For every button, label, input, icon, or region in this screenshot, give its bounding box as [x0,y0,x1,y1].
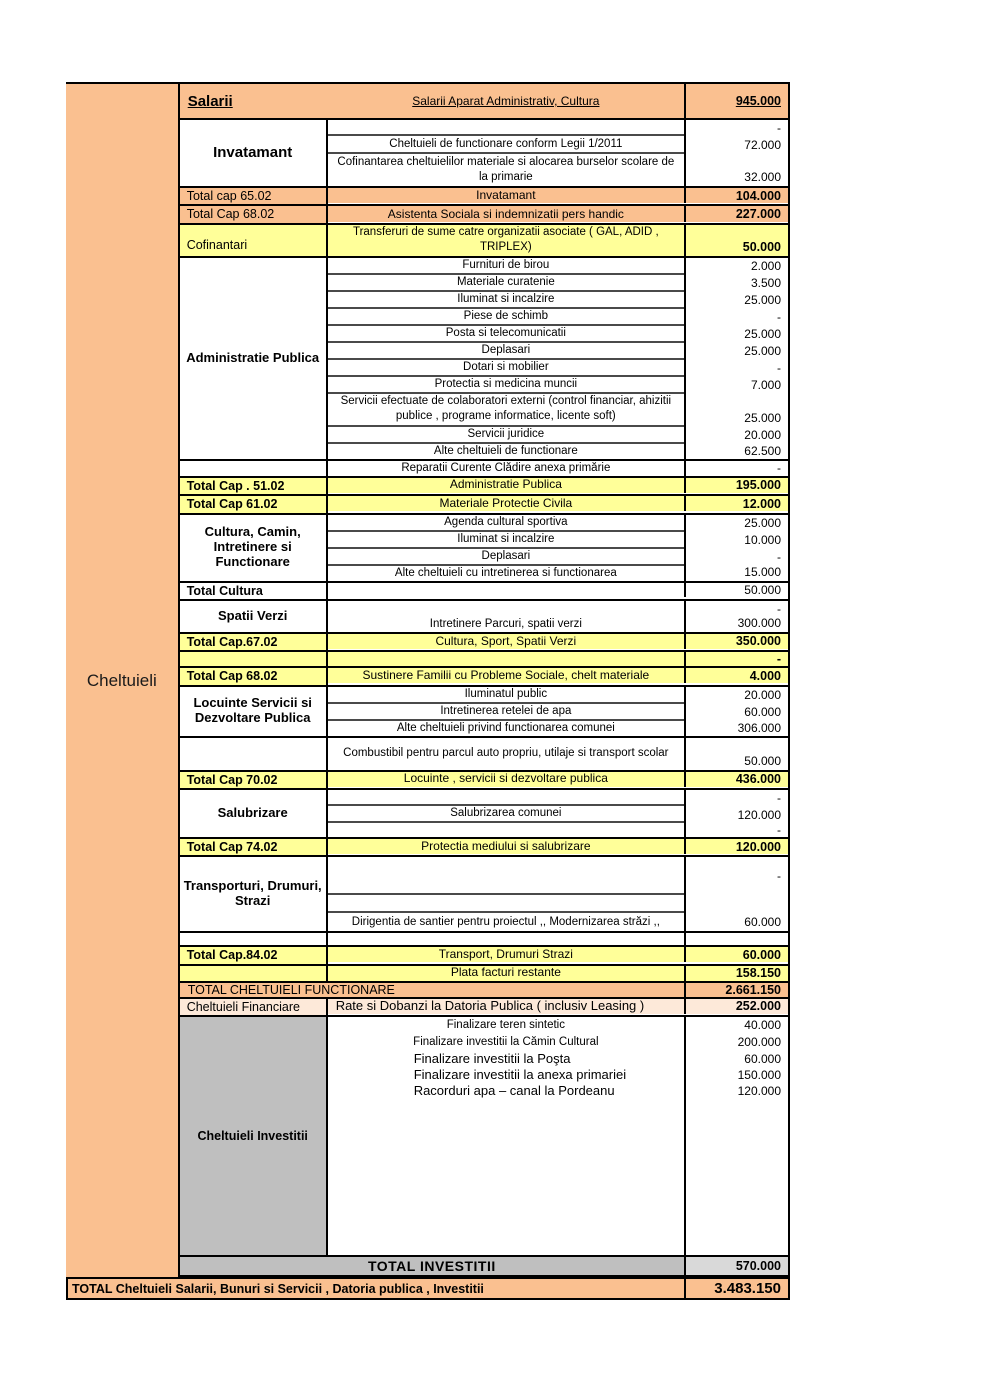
value-cell: 20.000 [684,687,788,704]
section-body [328,258,788,459]
section-body [328,947,788,963]
desc-cell: Cheltuieli de functionare conform Legii 1/2011 [328,136,684,154]
desc-cell: Iluminatul public [328,687,684,704]
merged-cell [180,1257,684,1275]
section-body [328,966,788,981]
value-cell: 7.000 [684,377,788,394]
value-cell: - [684,309,788,326]
value-cell: 25.000 [684,292,788,309]
value-cell: 50.000 [684,225,788,256]
merged-cell [180,84,684,118]
table-row [328,583,788,597]
section-cofinantari [180,225,788,258]
desc-cell: Iluminat si incalzire [328,532,684,549]
desc-cell [328,120,684,136]
value-cell: 50.000 [684,583,788,597]
desc-cell: Administratie Publica [328,478,684,493]
table-row [328,258,788,275]
value-cell: 25.000 [684,515,788,532]
desc-cell [328,857,684,895]
table-row [328,360,788,377]
value-cell: 120.000 [684,839,788,854]
table-row [328,206,788,222]
table-row [328,806,788,823]
section-total-84-02 [180,947,788,965]
section-plata-facturi [180,966,788,983]
value-cell: 20.000 [684,427,788,444]
section-body [328,839,788,855]
section-body [328,225,788,256]
table-row [328,136,788,154]
value-cell: 158.150 [684,966,788,981]
grand-total-label: TOTAL Cheltuieli Salarii, Bunuri si Servicii , Datoria publica , Investitii [72,1281,484,1296]
value-cell: 150.000 [684,1067,788,1083]
value-cell: 60.000 [684,704,788,721]
desc-cell [328,652,684,666]
table-row [328,704,788,721]
desc-cell: Asistenta Sociala si indemnizatii pers handic [328,206,684,222]
section-body [328,668,788,684]
category-cell: Total Cap 70.02 [180,772,328,788]
section-body [328,188,788,204]
section-salarii [180,84,788,120]
category-cell [180,738,328,770]
table-row [328,721,788,736]
section-body [328,999,788,1015]
table-row [328,532,788,549]
table-row [328,1067,788,1083]
category-cell [180,966,328,981]
desc-cell: Intretinerea retelei de apa [328,704,684,721]
value-cell: 300.000 [684,617,788,632]
table-row [328,772,788,787]
table-row [328,913,788,931]
desc-cell: Finalizare investitii la Poşta [413,1050,571,1066]
category-cell: Total Cap.67.02 [180,634,328,650]
category-cell [180,461,328,476]
table-row [328,601,788,617]
desc-cell: Locuinte , servicii si dezvoltare publica [328,772,684,787]
section-cheltuieli-investitii [180,1017,788,1257]
side-label: Cheltuieli [86,670,157,690]
section-total-68-02-b [180,668,788,686]
desc-cell: Protectia si medicina muncii [328,377,684,394]
table-row [328,652,788,666]
table-row [328,326,788,343]
value-cell: 120.000 [684,806,788,823]
table-row [328,154,788,186]
value-cell: 50.000 [684,738,788,770]
table-row [328,687,788,704]
table-row [328,1099,788,1255]
value-cell: - [684,857,788,895]
desc-cell: Finalizare investitii la Cămin Cultural [413,1035,599,1048]
desc-cell: Finalizare investitii la anexa primariei [413,1066,627,1082]
table-row [328,275,788,292]
desc-cell: Iluminat si incalzire [328,292,684,309]
desc-cell: Racorduri apa – canal la Pordeanu [413,1082,615,1098]
desc-cell: Invatamant [328,188,684,203]
desc-cell: Alte cheltuieli de functionare [433,444,578,457]
table-row [328,933,788,945]
merged-desc: TOTAL INVESTITII [367,1258,496,1275]
value-cell: - [684,120,788,136]
table-row [328,1033,788,1051]
value-cell: 104.000 [684,188,788,203]
section-total-68-02-a [180,206,788,224]
merged-cell [180,983,684,997]
desc-cell [328,1099,684,1255]
table-row [328,461,788,476]
value-cell: 10.000 [684,532,788,549]
table-row [328,823,788,837]
table-row [328,225,788,256]
section-body [328,857,788,931]
sheet-main [66,82,790,1277]
section-spatii-verzi [180,601,788,634]
desc-cell: Piese de schimb [328,309,684,326]
section-total-67-02 [180,634,788,652]
table-row [328,444,788,459]
value-cell: - [684,652,788,666]
desc-cell: Combustibil pentru parcul auto propriu, utilaje si transport scolar [343,747,669,760]
category-cell: Salubrizare [180,790,328,837]
value-cell: 200.000 [684,1033,788,1051]
desc-cell: Alte cheltuieli cu intretinerea si functionarea [394,566,617,579]
section-total-65-02 [180,188,788,206]
desc-cell: Materiale curatenie [328,275,684,292]
section-total-61-02 [180,496,788,514]
value-cell: 2.000 [684,258,788,275]
value-cell: - [684,823,788,837]
table-row [328,790,788,806]
section-transporturi [180,857,788,933]
desc-cell: Protectia mediului si salubrizare [328,839,684,854]
value-cell: 25.000 [684,394,788,427]
desc-cell: Alte cheltuieli privind functionarea comunei [396,721,615,734]
section-body [328,1017,788,1255]
side-column [66,84,180,1277]
table-row [328,1051,788,1067]
category-cell: Total Cultura [180,583,328,599]
desc-cell: Transport, Drumuri Strazi [328,947,684,962]
desc-cell [328,823,684,837]
table-row [328,496,788,511]
category-cell: Total Cap 68.02 [180,668,328,684]
desc-cell: Dotari si mobilier [328,360,684,377]
section-salubrizare [180,790,788,839]
desc-cell: Dirigentia de santier pentru proiectul ,, Modernizarea străzi ,, [351,915,660,928]
value-cell: 227.000 [684,206,788,222]
value-cell: - [684,549,788,566]
table-row [328,478,788,493]
value-cell [684,1099,788,1255]
section-reparatii [180,461,788,478]
value-cell: 25.000 [684,326,788,343]
desc-cell: Servicii juridice [328,427,684,444]
category-cell: Total Cap . 51.02 [180,478,328,494]
desc-cell [328,895,684,913]
section-administratie-publica [180,258,788,461]
value-cell: 350.000 [684,634,788,649]
section-body [328,120,788,186]
desc-cell [328,790,684,806]
value-cell: 570.000 [684,1257,788,1275]
desc-cell: Cultura, Sport, Spatii Verzi [328,634,684,649]
table-row [328,515,788,532]
desc-cell: Intretinere Parcuri, spatii verzi [429,617,582,630]
budget-sheet [66,82,790,1300]
section-body [328,206,788,222]
table-row [328,394,788,427]
category-cell: Total Cap 61.02 [180,496,328,512]
value-cell: 120.000 [684,1083,788,1099]
value-cell: 32.000 [684,154,788,186]
merged-desc: TOTAL CHELTUIELI FUNCTIONARE [187,982,395,997]
category-cell: Cofinantari [180,225,328,256]
table-row [328,857,788,895]
category-cell: Transporturi, Drumuri, Strazi [180,857,328,931]
category-cell: Cheltuieli Financiare [180,999,328,1015]
value-cell [684,933,788,945]
value-cell: 4.000 [684,668,788,683]
section-body [328,738,788,770]
category-cell: Invatamant [180,120,328,186]
section-body [328,478,788,494]
category-label: Salarii [187,92,233,110]
section-body [328,461,788,476]
section-body [328,496,788,512]
category-cell: Cheltuieli Investitii [180,1017,328,1255]
desc-cell: Finalizare teren sintetic [446,1018,565,1031]
table-row [328,377,788,394]
category-cell: Total Cap 68.02 [180,206,328,222]
table-row [328,343,788,360]
category-cell: Total Cap.84.02 [180,947,328,963]
table-row [328,617,788,632]
desc-cell: Salubrizarea comunei [328,806,684,823]
value-cell: 15.000 [684,566,788,581]
section-body [328,687,788,736]
section-combustibil [180,738,788,772]
table-row [328,1017,788,1033]
section-total-74-02 [180,839,788,857]
section-total-51-02 [180,478,788,496]
table-row [328,839,788,854]
merged-desc: Salarii Aparat Administrativ, Cultura [412,94,600,108]
table-row [328,188,788,203]
section-invatamant [180,120,788,188]
value-cell: 60.000 [684,1051,788,1067]
desc-cell: Agenda cultural sportiva [328,515,684,532]
table-row [328,549,788,566]
value-cell: - [684,601,788,617]
value-cell: 945.000 [684,84,788,118]
value-cell: 72.000 [684,136,788,154]
desc-cell: Posta si telecomunicatii [328,326,684,343]
category-cell [180,652,328,666]
category-cell: Administratie Publica [180,258,328,459]
category-cell: Total Cap 74.02 [180,839,328,855]
section-body [328,634,788,650]
section-cheltuieli-financiare [180,999,788,1017]
table-row [328,999,788,1014]
desc-cell: Deplasari [328,343,684,360]
section-body [328,772,788,788]
value-cell [684,895,788,913]
value-cell: 12.000 [684,496,788,511]
desc-cell: Sustinere Familii cu Probleme Sociale, chelt materiale [328,668,684,683]
table-row [328,292,788,309]
category-cell: Locuinte Servicii si Dezvoltare Publica [180,687,328,736]
section-body [328,601,788,632]
table-row [328,566,788,581]
table-row [328,738,788,770]
section-locuinte [180,687,788,738]
desc-cell: Deplasari [328,549,684,566]
section-cultura [180,515,788,583]
section-total-70-02 [180,772,788,790]
value-cell: - [684,360,788,377]
table-row [328,634,788,649]
desc-cell: Rate si Dobanzi la Datoria Publica ( inclusiv Leasing ) [328,999,684,1014]
desc-cell [328,601,684,617]
value-cell: 40.000 [684,1017,788,1033]
value-cell: 60.000 [684,947,788,962]
category-cell: Cultura, Camin, Intretinere si Functionare [180,515,328,581]
value-cell: 252.000 [684,999,788,1014]
section-body [328,790,788,837]
section-body [328,583,788,599]
table-row [328,895,788,913]
value-cell: 2.661.150 [684,983,788,997]
desc-cell [328,583,684,597]
value-cell: 60.000 [684,913,788,931]
grand-total-value: 3.483.150 [684,1279,788,1298]
table-row [328,1083,788,1099]
value-cell: 436.000 [684,772,788,787]
value-cell: 195.000 [684,478,788,493]
desc-cell: Plata facturi restante [328,966,684,981]
table-row [328,947,788,962]
value-cell: 306.000 [684,721,788,736]
table-row [328,668,788,683]
budget-table [180,84,790,1277]
desc-cell: Servicii efectuate de colaboratori externi (control financiar, ahizitii publice , programe informatice, licente soft) [328,394,684,427]
value-cell: 3.500 [684,275,788,292]
section-body [328,933,788,945]
category-cell: Spatii Verzi [180,601,328,632]
desc-cell: Materiale Protectie Civila [328,496,684,511]
value-cell: - [684,790,788,806]
value-cell: - [684,461,788,476]
category-cell [180,933,328,945]
table-row [328,966,788,981]
table-row [328,120,788,136]
section-body [328,652,788,666]
desc-cell: Reparatii Curente Clădire anexa primărie [401,461,611,474]
section-total-investitii [180,1257,788,1277]
desc-cell: Transferuri de sume catre organizatii asociate ( GAL, ADID , TRIPLEX) [328,225,684,256]
section-body [328,515,788,581]
section-total-functionare [180,983,788,999]
table-row [328,427,788,444]
desc-cell: Cofinantarea cheltuielilor materiale si alocarea burselor scolare de la primarie [337,156,675,183]
value-cell: 25.000 [684,343,788,360]
section-blank-yellow [180,652,788,668]
section-total-cultura [180,583,788,601]
category-cell: Total cap 65.02 [180,188,328,204]
table-row [328,309,788,326]
desc-cell [328,933,684,945]
value-cell: 62.500 [684,444,788,459]
grand-total-row [66,1277,790,1300]
desc-cell: Furnituri de birou [328,258,684,275]
section-blank-white [180,933,788,947]
